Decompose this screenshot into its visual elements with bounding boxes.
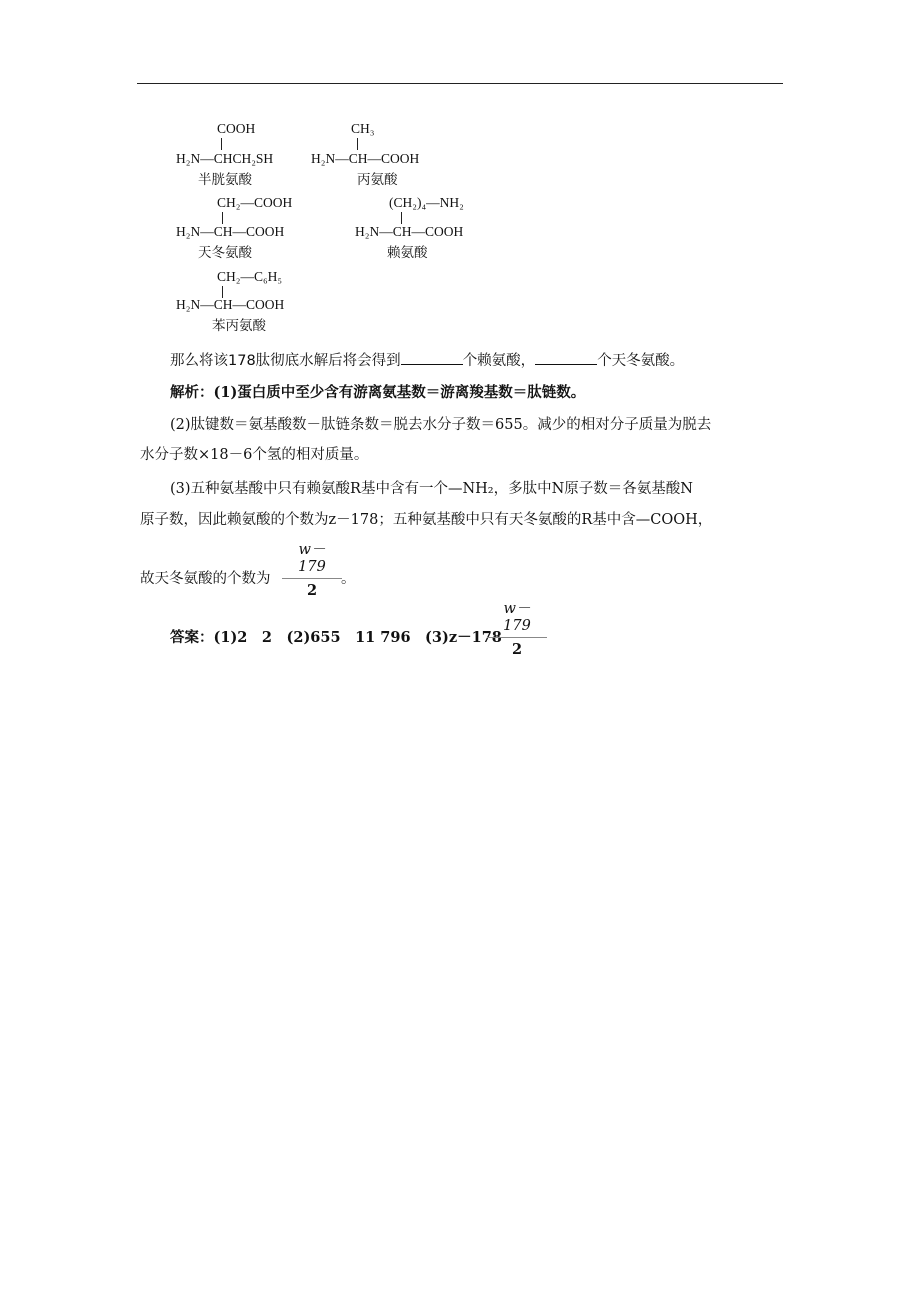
analysis-line-3b: 原子数，因此赖氨酸的个数为z－178；五种氨基酸中只有天冬氨酸的R基中含—COOH， (140, 512, 713, 528)
alanine-name: 丙氨酸 (357, 172, 398, 188)
question-line (170, 349, 684, 370)
answer-blank-lysine (401, 350, 463, 365)
fraction-bar (282, 578, 342, 579)
question-text-2: 个赖氨酸， (462, 353, 536, 369)
fraction-numerator: w－179 (503, 601, 531, 634)
cysteine-main-chain: H₂N—CHCH₂SH (176, 151, 274, 166)
analysis-line-1 (170, 381, 585, 402)
bond-line (357, 138, 358, 150)
aspartic-top-group: CH₂—COOH (217, 195, 293, 210)
answer-label: 答案： (170, 629, 214, 646)
alanine-top-group: CH₃ (351, 121, 375, 136)
phenylalanine-main-chain: H₂N—CH—COOH (176, 297, 285, 312)
header-rule (137, 83, 783, 84)
question-text-1: 那么将该178肽彻底水解后将会得到 (170, 353, 401, 369)
fraction-numerator: w－179 (298, 542, 326, 575)
phenylalanine-name: 苯丙氨酸 (212, 318, 266, 334)
analysis-text-1: (1)蛋白质中至少含有游离氨基数＝游离羧基数＝肽链数。 (213, 384, 586, 401)
cysteine-top-group: COOH (217, 121, 256, 136)
analysis-text-3c: 故天冬氨酸的个数为 (140, 571, 271, 587)
fraction-answer (487, 597, 547, 658)
lysine-top-group: (CH₂)₄—NH₂ (389, 195, 464, 210)
aspartic-main-chain: H₂N—CH—COOH (176, 224, 285, 239)
answer-text: (1)2 2 (2)655 11 796 (3)z－178 (213, 629, 502, 646)
bond-line (221, 138, 222, 150)
fraction-denominator: 2 (306, 582, 318, 599)
fraction-bar (487, 637, 547, 638)
analysis-line-3c (140, 567, 271, 588)
analysis-line-3a: (3)五种氨基酸中只有赖氨酸R基中含有一个—NH₂，多肽中N原子数＝各氨基酸N (170, 481, 693, 497)
analysis-line-2b: 水分子数×18－6个氢的相对质量。 (140, 447, 369, 463)
alanine-main-chain: H₂N—CH—COOH (311, 151, 420, 166)
analysis-line-2a: (2)肽键数＝氨基酸数－肽链条数＝脱去水分子数＝655。减少的相对分子质量为脱去 (170, 417, 712, 433)
fraction-denominator: 2 (511, 641, 523, 658)
phenylalanine-top-group: CH₂—C₆H₅ (217, 269, 283, 284)
answer-blank-aspartic (535, 350, 597, 365)
answer-line (170, 626, 502, 647)
bond-line (401, 212, 402, 224)
fraction-aspartic-count (282, 538, 342, 599)
analysis-period: 。 (341, 571, 356, 587)
bond-line (222, 212, 223, 224)
lysine-main-chain: H₂N—CH—COOH (355, 224, 464, 239)
analysis-label: 解析： (170, 384, 214, 401)
cysteine-name: 半胱氨酸 (198, 172, 252, 188)
lysine-name: 赖氨酸 (387, 245, 428, 261)
aspartic-name: 天冬氨酸 (198, 245, 252, 261)
question-text-3: 个天冬氨酸。 (597, 353, 685, 369)
